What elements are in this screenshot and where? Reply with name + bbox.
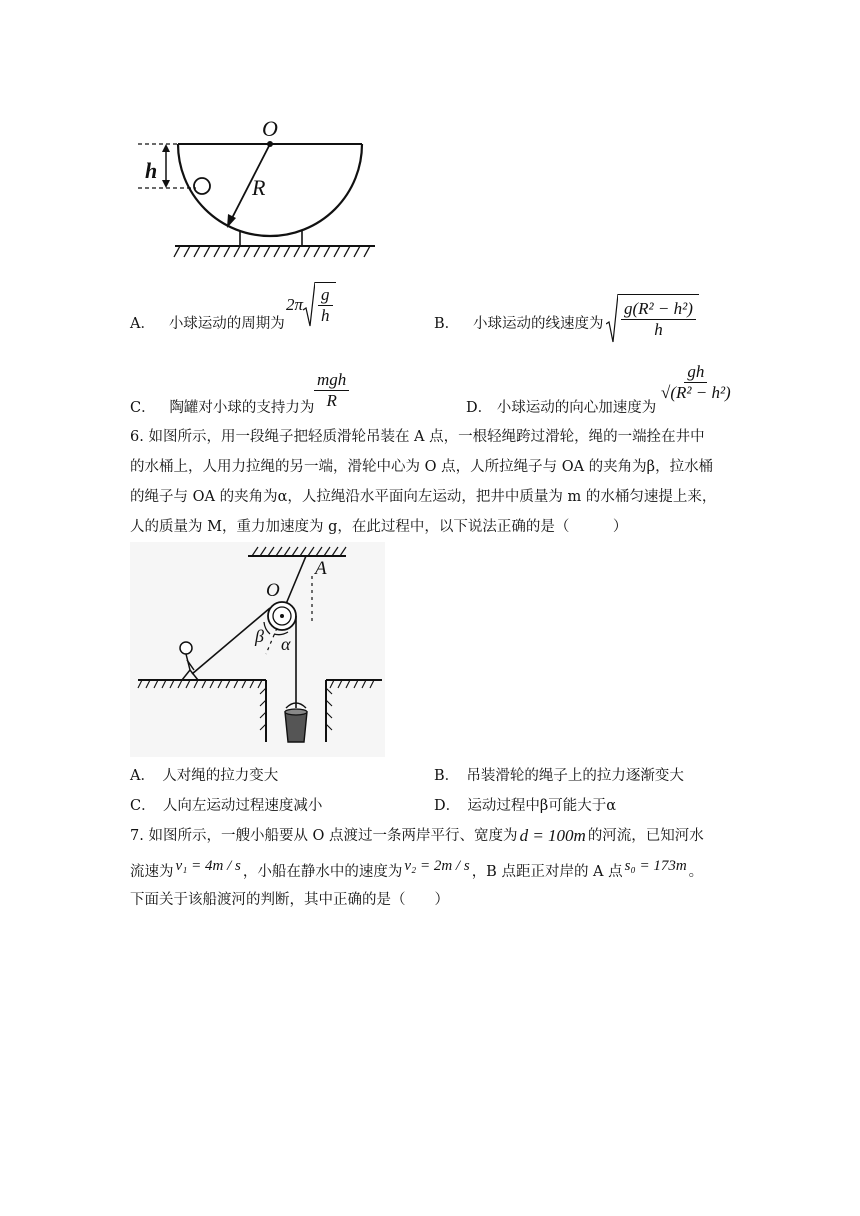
fig2-label-A: A (315, 558, 327, 579)
formula-num: mgh (314, 370, 349, 391)
q7-text: 。 (688, 864, 704, 880)
fig1-label-h: h (145, 158, 158, 183)
q6-line: 的水桶上，人用力拉绳的另一端，滑轮中心为 O 点，人所拉绳子与 OA 的夹角为β，拉水桶 (130, 459, 714, 475)
q6-option-a: A． 人对绳的拉力变大 (130, 768, 279, 784)
option-text: 陶罐对小球的支持力为 (169, 400, 315, 416)
q7-math-v2: v₂ = 2m / s (404, 858, 470, 874)
q5-option-d (466, 398, 656, 418)
formula-den: R (326, 391, 337, 410)
q7-text: 的河流，已知河水 (587, 828, 704, 844)
pulley-well-figure (130, 542, 385, 757)
q6-option-b: B． 吊装滑轮的绳子上的拉力逐渐变大 (434, 768, 684, 784)
q5-option-d-formula (658, 362, 734, 403)
q7-text: ，小船在静水中的速度为 (242, 864, 403, 880)
option-text: 小球运动的周期为 (168, 316, 285, 332)
formula-den: √(R² − h²) (661, 383, 731, 402)
formula-num: g(R² − h²) (621, 299, 696, 320)
q5-option-c (130, 398, 314, 418)
q6-line: 人的质量为 M，重力加速度为 g，在此过程中，以下说法正确的是（ ） (130, 519, 628, 535)
fig1-label-O: O (262, 116, 278, 141)
q5-option-c-formula (314, 370, 349, 411)
q6-option-c: C． 人向左运动过程速度减小 (130, 798, 323, 814)
formula-den: h (654, 320, 663, 339)
formula-num: gh (684, 362, 707, 383)
q5-option-b-formula (606, 294, 699, 344)
q5-option-b (434, 314, 603, 334)
option-text: 小球运动的线速度为 (472, 316, 604, 332)
formula-den: h (321, 306, 330, 325)
sqrt (606, 294, 699, 344)
option-label: D． (466, 400, 493, 416)
q7-line-1 (130, 826, 704, 846)
option-label: B． (434, 316, 460, 332)
q7-text: 流速为 (130, 864, 174, 880)
q5-option-a-formula (286, 282, 336, 328)
q7-math-d: d = 100m (519, 826, 586, 845)
fig2-label-alpha: α (281, 634, 291, 654)
q6-stem (130, 422, 716, 542)
q7-text: 7. 如图所示，一艘小船要从 O 点渡过一条两岸平行、宽度为 (130, 828, 518, 844)
formula-num: g (318, 285, 333, 306)
option-label: A． (130, 316, 155, 332)
q7-line-2 (130, 858, 704, 882)
q7-line-3: 下面关于该船渡河的判断，其中正确的是（ ） (130, 892, 449, 908)
q6-option-d: D． 运动过程中β可能大于α (434, 798, 617, 814)
fig2-label-beta: β (255, 626, 264, 646)
q6-line: 的绳子与 OA 的夹角为α，人拉绳沿水平面向左运动，把井中质量为 m 的水桶匀速提上来， (130, 489, 717, 505)
q6-line: 6. 如图所示，用一段绳子把轻质滑轮吊装在 A 点，一根轻绳跨过滑轮，绳的一端拴在井中 (130, 429, 705, 445)
fig2-label-O: O (266, 580, 280, 601)
q7-math-s0: s₀ = 173m (624, 858, 687, 874)
formula-prefix: 2π (286, 295, 304, 314)
option-text: 小球运动的向心加速度为 (496, 400, 657, 416)
fig1-label-R: R (252, 175, 266, 200)
q7-text: ，B 点距正对岸的 A 点 (471, 864, 623, 880)
q7-math-v1: v₁ = 4m / s (175, 858, 241, 874)
option-label: C． (130, 400, 156, 416)
sqrt (303, 282, 336, 328)
q5-option-a (130, 314, 285, 334)
